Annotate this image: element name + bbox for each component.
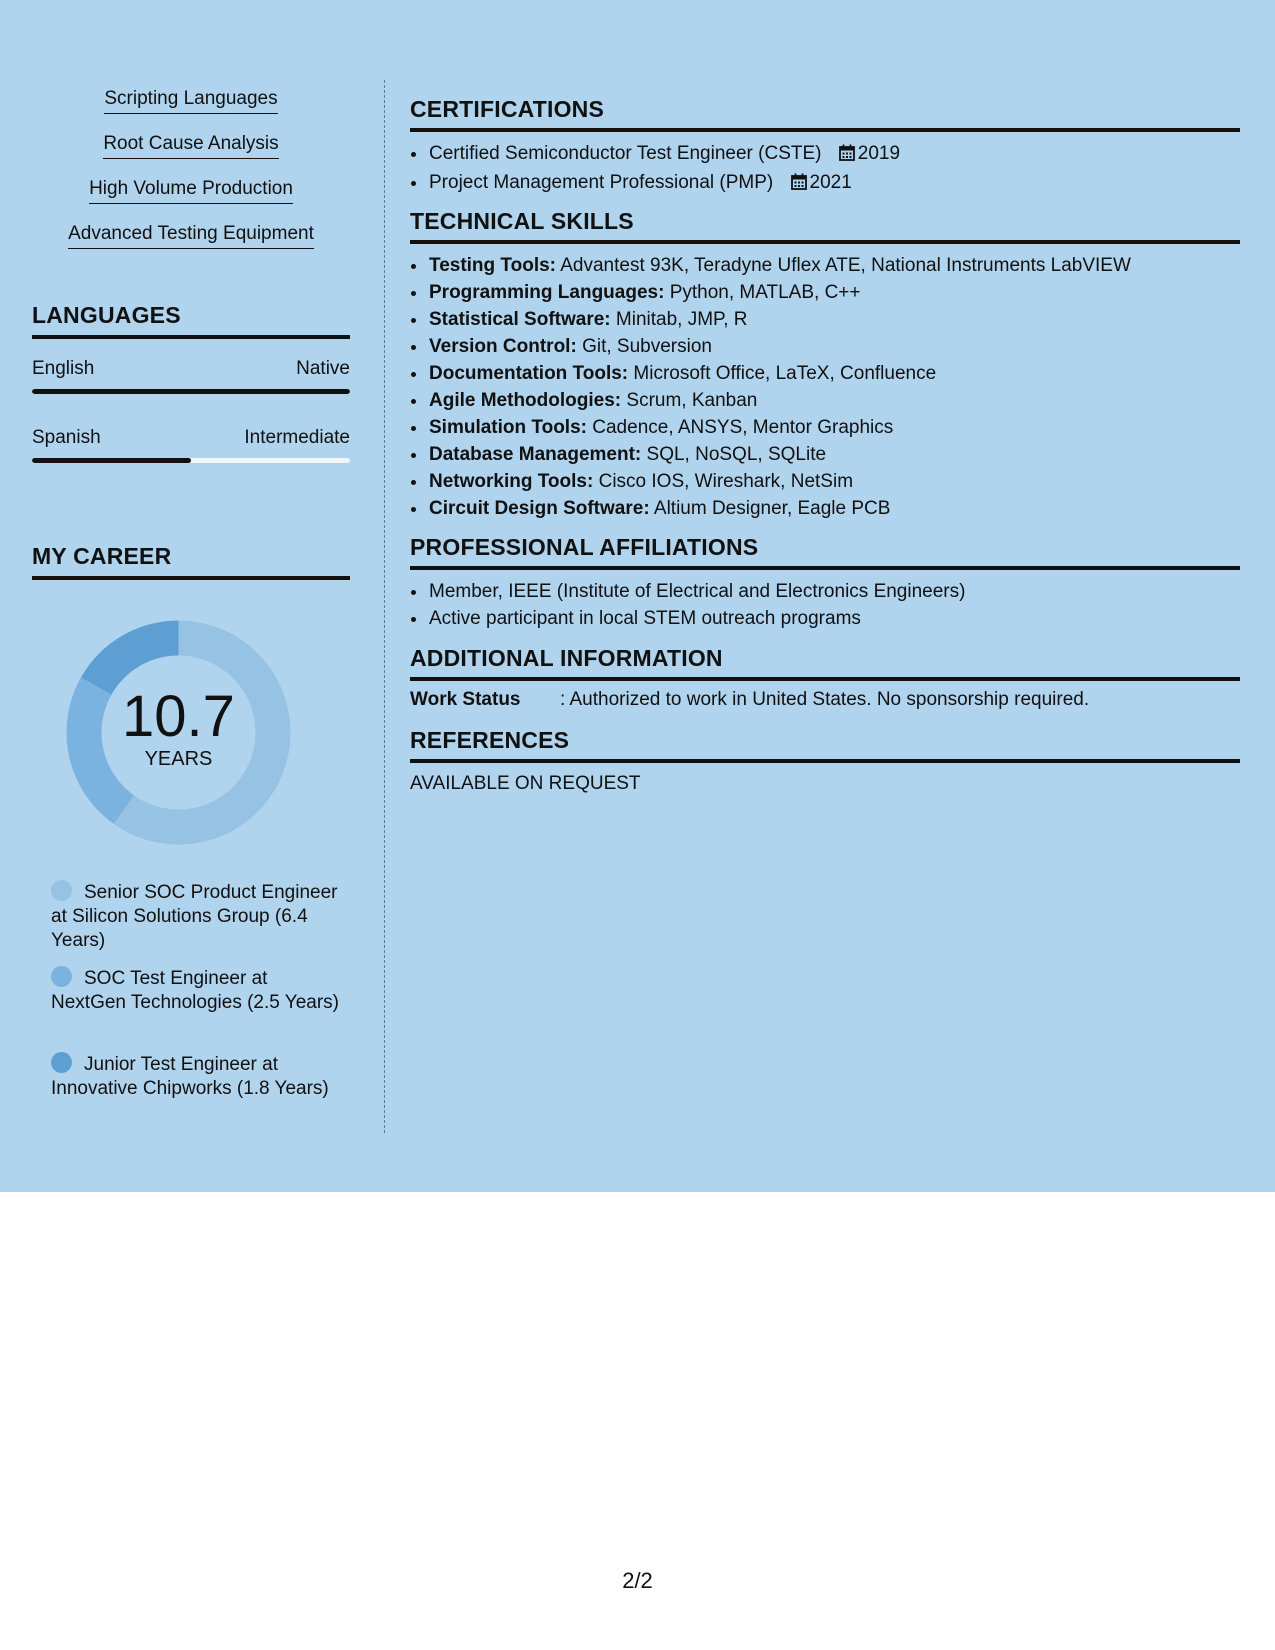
language-name: English — [32, 358, 95, 379]
career-heading: MY CAREER — [32, 543, 350, 580]
work-status-value: : Authorized to work in United States. No sponsorship required. — [560, 689, 1090, 710]
page-number: 2/2 — [622, 1568, 653, 1593]
career-donut-center — [66, 620, 291, 845]
language-bar-fill — [32, 389, 350, 394]
legend-dot-icon — [51, 880, 72, 901]
career-donut — [66, 620, 291, 845]
skill-item: • Database Management: SQL, NoSQL, SQLite — [428, 441, 1240, 468]
affiliations-list — [410, 578, 1240, 632]
references-section — [410, 727, 1240, 795]
skill-item: • Simulation Tools: Cadence, ANSYS, Mentor Graphics — [428, 414, 1240, 441]
language-bar-fill — [32, 458, 191, 463]
affiliation-item: • Active participant in local STEM outreach programs — [428, 605, 1240, 632]
language-bar — [32, 458, 350, 463]
certification-item: • Certified Semiconductor Test Engineer (CSTE) 2019 — [428, 140, 1240, 169]
calendar-icon — [839, 142, 855, 169]
affiliations-section — [410, 534, 1240, 632]
certifications-section — [410, 96, 1240, 198]
career-years-unit: YEARS — [144, 748, 213, 770]
skill-item: • Programming Languages: Python, MATLAB, C++ — [428, 279, 1240, 306]
additional-info-heading: ADDITIONAL INFORMATION — [410, 645, 1240, 681]
certification-item: • Project Management Professional (PMP) 2021 — [428, 169, 1240, 198]
career-legend-item: SOC Test Engineer at NextGen Technologies (2.5 Years) — [51, 968, 339, 1013]
skill-tag: High Volume Production — [32, 178, 350, 204]
technical-skills-list — [410, 252, 1240, 522]
career-total-years: 10.7 — [122, 684, 235, 749]
work-status-label: Work Status — [410, 689, 521, 710]
certification-year: 2019 — [857, 143, 901, 164]
references-heading: REFERENCES — [410, 727, 1240, 763]
legend-dot-icon — [51, 1052, 72, 1073]
work-status-row — [410, 689, 1240, 711]
language-row — [32, 358, 350, 380]
skill-item: • Circuit Design Software: Altium Designer, Eagle PCB — [428, 495, 1240, 522]
technical-skills-heading: TECHNICAL SKILLS — [410, 208, 1240, 244]
skill-item: • Testing Tools: Advantest 93K, Teradyne Uflex ATE, National Instruments LabVIEW — [428, 252, 1240, 279]
skill-item: • Statistical Software: Minitab, JMP, R — [428, 306, 1240, 333]
affiliation-item: • Member, IEEE (Institute of Electrical and Electronics Engineers) — [428, 578, 1240, 605]
language-bar — [32, 389, 350, 394]
skill-item: • Agile Methodologies: Scrum, Kanban — [428, 387, 1240, 414]
affiliations-heading: PROFESSIONAL AFFILIATIONS — [410, 534, 1240, 570]
languages-heading: LANGUAGES — [32, 302, 350, 339]
skill-item: • Version Control: Git, Subversion — [428, 333, 1240, 360]
technical-skills-section — [410, 208, 1240, 522]
column-divider — [384, 80, 385, 1133]
career-legend-item: Junior Test Engineer at Innovative Chipworks (1.8 Years) — [51, 1054, 329, 1099]
calendar-icon — [791, 171, 807, 198]
certifications-list — [410, 140, 1240, 198]
skill-tag: Advanced Testing Equipment — [32, 223, 350, 249]
references-text: AVAILABLE ON REQUEST — [410, 773, 641, 794]
language-level: Intermediate — [244, 427, 350, 448]
certifications-heading: CERTIFICATIONS — [410, 96, 1240, 132]
skill-item: • Networking Tools: Cisco IOS, Wireshark, NetSim — [428, 468, 1240, 495]
additional-info-section — [410, 645, 1240, 711]
language-row — [32, 427, 350, 449]
language-name: Spanish — [32, 427, 101, 448]
skill-item: • Documentation Tools: Microsoft Office, LaTeX, Confluence — [428, 360, 1240, 387]
skill-tag: Scripting Languages — [32, 88, 350, 114]
certification-year: 2021 — [809, 172, 852, 193]
career-legend-item: Senior SOC Product Engineer at Silicon Solutions Group (6.4 Years) — [51, 882, 338, 951]
language-level: Native — [296, 358, 350, 379]
legend-dot-icon — [51, 966, 72, 987]
skill-tag: Root Cause Analysis — [32, 133, 350, 159]
